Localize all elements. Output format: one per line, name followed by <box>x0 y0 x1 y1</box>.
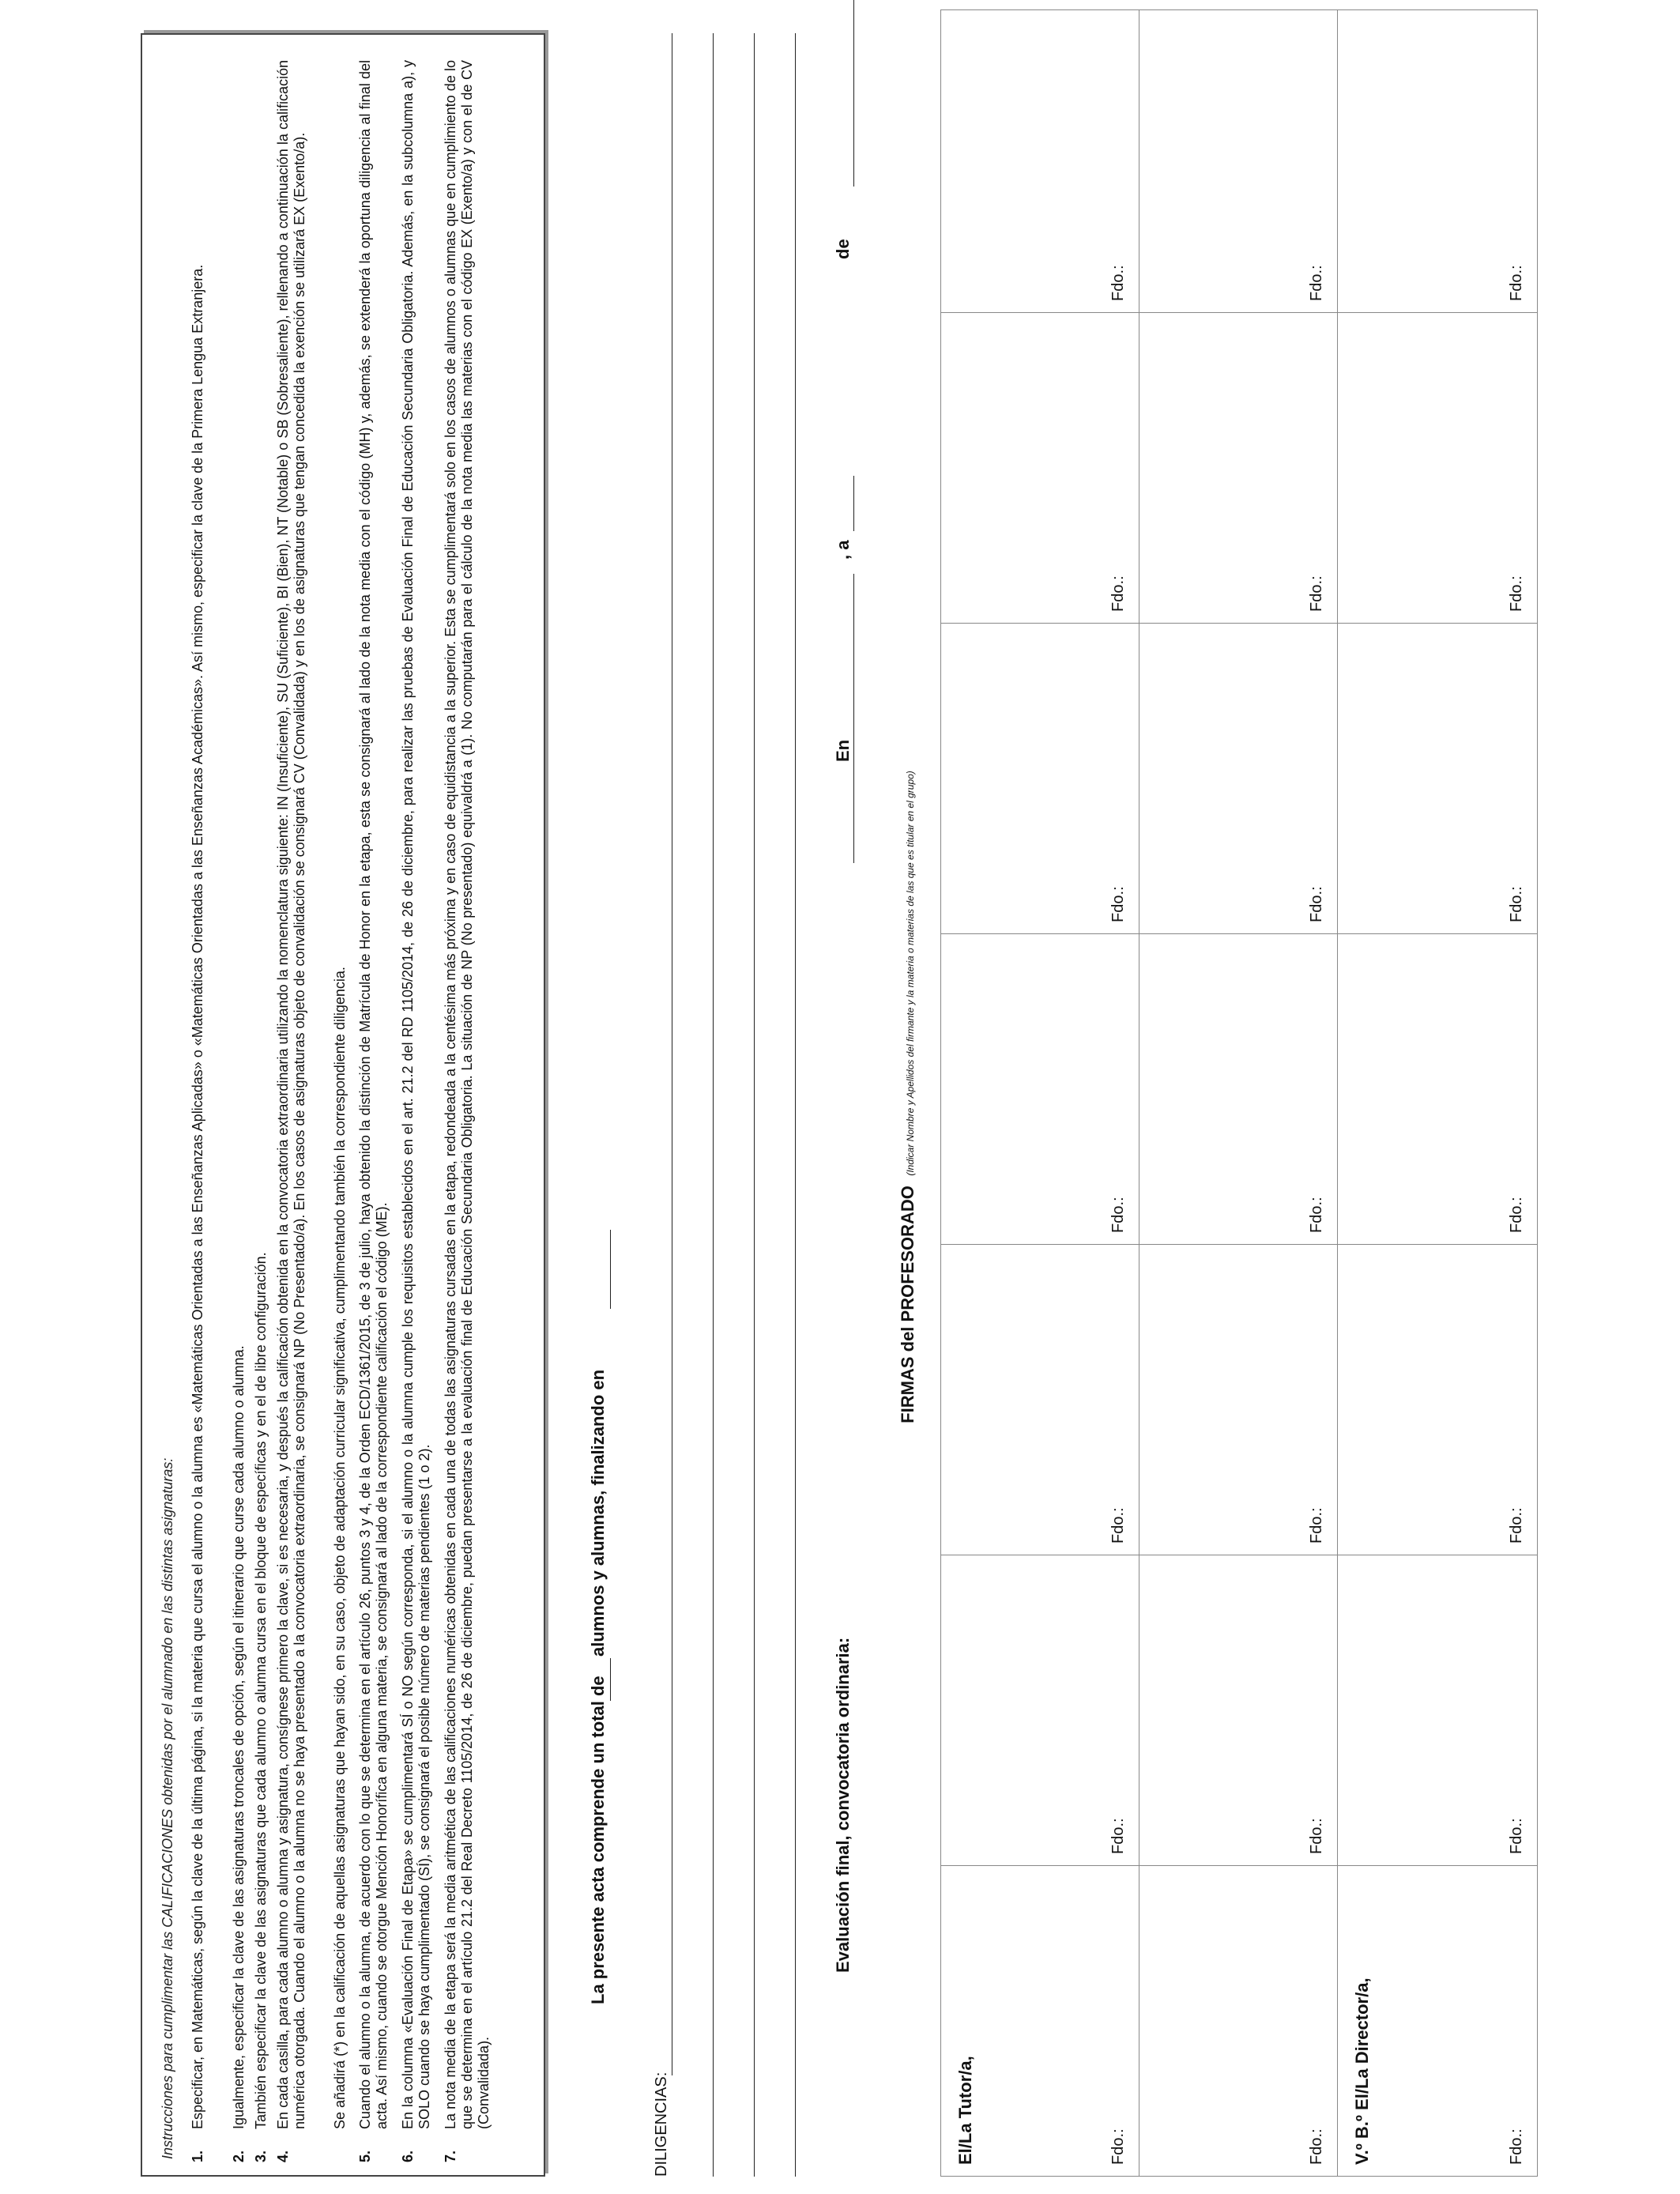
signature-cell[interactable] <box>940 933 1139 1245</box>
signature-cell[interactable] <box>1337 933 1538 1245</box>
signature-cell[interactable] <box>1139 312 1338 624</box>
instruction-text: Se añadirá (*) en la calificación de aquellas asignaturas que hayan sido, en su caso, objeto de adaptación curricular significativa, cumplimentando también la correspondiente diligencia. <box>332 967 348 2129</box>
fdo-label: Fdo.: <box>1109 1197 1127 1233</box>
signature-cell[interactable] <box>940 1244 1139 1555</box>
instruction-text: En cada casilla, para cada alumno o alumna y asignatura, consígnese primero la clave, si es necesaria, y después la calificación obtenida en la convocatoria extraordinaria utilizando la nomenclatura siguiente: IN (Insuficiente), SU (Suficiente), BI (Bien), NT (Notable) o SB (Sobresaliente), rellenando a continuación la calificación numérica otorgada. Cuando el alumno o la alumna no se haya presentado a la convocatoria extraordinaria, se consignará NP (No Presentado/a). En los casos de asignaturas objeto de convalidación se consignará CV (Convalidada) y en los de asignaturas que tengan concedida la exención se utilizará EX (Exento/a). <box>275 60 307 2129</box>
instructions-box <box>141 33 545 2177</box>
signature-cell[interactable] <box>940 623 1139 934</box>
de-label: de <box>833 239 853 259</box>
fdo-label: Fdo.: <box>1109 575 1127 612</box>
fdo-label: Fdo.: <box>1508 265 1525 301</box>
instruction-number: 4. <box>275 2150 291 2162</box>
month-field[interactable] <box>853 0 854 187</box>
firmas-note: (Indicar Nombre y Apellidos del firmante y la materia o materias de las que es titular en el grupo) <box>905 771 916 1176</box>
fdo-label: Fdo.: <box>1308 1818 1325 1854</box>
firmas-title: FIRMAS del PROFESORADO <box>898 1186 917 1423</box>
instruction-number: 7. <box>443 2150 458 2162</box>
evaluacion-label: Evaluación final, convocatoria ordinaria: <box>833 1637 853 1973</box>
instruction-number: 1. <box>190 2150 205 2162</box>
location-field[interactable] <box>853 574 854 863</box>
fdo-label: Fdo.: <box>1508 2128 1525 2165</box>
fdo-label: Fdo.: <box>1109 265 1127 301</box>
signature-cell[interactable] <box>1337 9 1538 313</box>
total-students-field[interactable] <box>610 1658 611 1701</box>
signature-cell[interactable] <box>940 1555 1139 1866</box>
fdo-label: Fdo.: <box>1109 2128 1127 2165</box>
signature-cell[interactable] <box>1337 1555 1538 1866</box>
signature-grid <box>940 9 1538 2177</box>
signature-cell-director[interactable] <box>1337 1865 1538 2177</box>
instruction-text: Especificar, en Matemáticas, según la clave de la última página, si la materia que cursa el alumno o la alumna es «Matemáticas Orientadas a las Enseñanzas Aplicadas» o «Matemáticas Orientadas a las Enseñanzas Académicas». Así mismo, especificar la clave de la Primera Lengua Extranjera. <box>190 264 205 2129</box>
fdo-label: Fdo.: <box>1308 886 1325 922</box>
signature-cell[interactable] <box>1139 9 1338 313</box>
instruction-number: 2. <box>231 2150 247 2162</box>
diligencias-line-2[interactable] <box>713 33 714 2177</box>
fdo-label: Fdo.: <box>1508 1197 1525 1233</box>
instruction-text: En la columna «Evaluación Final de Etapa» se cumplimentará SÍ o NO según corresponda, si el alumno o la alumna cumple los requisitos establecidos en el art. 21.2 del RD 1105/2014, de 26 de diciembre, para realizar las pruebas de Evaluación Final de Educación Secundaria Obligatoria. Además, en la subcolumna a), y SOLO cuando se haya cumplimentado (SÍ), se consignará el posible número de materias pendientes (1 o 2). <box>400 60 432 2129</box>
diligencias-label: DILIGENCIAS: <box>653 2071 670 2177</box>
fdo-label: Fdo.: <box>1308 575 1325 612</box>
fdo-label: Fdo.: <box>1508 886 1525 922</box>
diligencias-line-3[interactable] <box>754 33 755 2177</box>
diligencias-line-4[interactable] <box>795 33 796 2177</box>
signature-cell[interactable] <box>940 312 1139 624</box>
instructions-title: Instrucciones para cumplimentar las CALIFICACIONES obtenidas por el alumnado en las distintas asignaturas: <box>160 1457 175 2159</box>
instruction-number: 6. <box>400 2150 416 2162</box>
instruction-text: Igualmente, especificar la clave de las asignaturas troncales de opción, según el itinerario que curse cada alumno o alumna. <box>231 1345 247 2129</box>
instruction-text: Cuando el alumno o la alumna, de acuerdo con lo que se determina en el artículo 26, puntos 3 y 4, de la Orden ECD/1361/2015, de 3 de julio, haya obtenido la distinción de Matrícula de Honor en la etapa, esta se consignará al lado de la nota media con el código (MH) y, además, se extenderá la oportuna diligencia al final del acta. Así mismo, cuando se otorgue Mención Honorífica en alguna materia, se consignará al lado de la correspondiente calificación el código (ME). <box>357 60 390 2129</box>
signature-cell[interactable] <box>940 9 1139 313</box>
fdo-label: Fdo.: <box>1508 1818 1525 1854</box>
day-field[interactable] <box>853 476 854 531</box>
firmas-heading <box>898 0 918 2194</box>
fdo-label: Fdo.: <box>1109 1818 1127 1854</box>
en-label: En <box>833 739 853 762</box>
director-label: V.º B.º El/La Director/a, <box>1352 1977 1372 2165</box>
signature-cell[interactable] <box>1337 623 1538 934</box>
acta-finalizing-label: alumnos y alumnas, finalizando en <box>588 1369 608 1657</box>
fdo-label: Fdo.: <box>1109 886 1127 922</box>
signature-cell[interactable] <box>1139 1244 1338 1555</box>
finalizing-field[interactable] <box>610 1230 611 1309</box>
fdo-label: Fdo.: <box>1308 1197 1325 1233</box>
fdo-label: Fdo.: <box>1109 1507 1127 1544</box>
signature-cell[interactable] <box>1337 312 1538 624</box>
instruction-text: La nota media de la etapa será la media aritmética de las calificaciones numéricas obtenidas en cada una de todas las asignaturas cursadas en la etapa, redondeada a la centésima más próxima y en caso de equidistancia a la superior. Esta se cumplimentará solo en los casos de alumnos o alumnas que en cumplimiento de lo que se determina en el artículo 21.2 del Real Decreto 1105/2014, de 26 de diciembre, puedan presentarse a la evaluación final de Educación Secundaria Obligatoria. La situación de NP (No presentado) equivaldrá a (1). No computarán para el cálculo de la nota media las materias con el código EX (Exento/a) y con el de CV (Convalidada). <box>443 60 492 2129</box>
instruction-text: También especificar la clave de las asignaturas que cada alumno o alumna cursa en el bloque de específicas y en el de libre configuración. <box>253 1252 269 2129</box>
signature-cell[interactable] <box>1139 1555 1338 1866</box>
instruction-number: 5. <box>357 2150 373 2162</box>
fdo-label: Fdo.: <box>1308 1507 1325 1544</box>
fdo-label: Fdo.: <box>1508 575 1525 612</box>
signature-cell[interactable] <box>1337 1244 1538 1555</box>
a-label: , a <box>833 540 853 560</box>
instruction-number: 3. <box>253 2150 269 2162</box>
tutor-label: El/La Tutor/a, <box>955 2056 975 2165</box>
signature-cell[interactable] <box>1139 933 1338 1245</box>
fdo-label: Fdo.: <box>1308 265 1325 301</box>
acta-total-label: La presente acta comprende un total de <box>588 1676 608 2004</box>
signature-cell-tutor[interactable] <box>940 1865 1139 2177</box>
fdo-label: Fdo.: <box>1308 2128 1325 2165</box>
signature-cell[interactable] <box>1139 1865 1338 2177</box>
fdo-label: Fdo.: <box>1508 1507 1525 1544</box>
signature-cell[interactable] <box>1139 623 1338 934</box>
